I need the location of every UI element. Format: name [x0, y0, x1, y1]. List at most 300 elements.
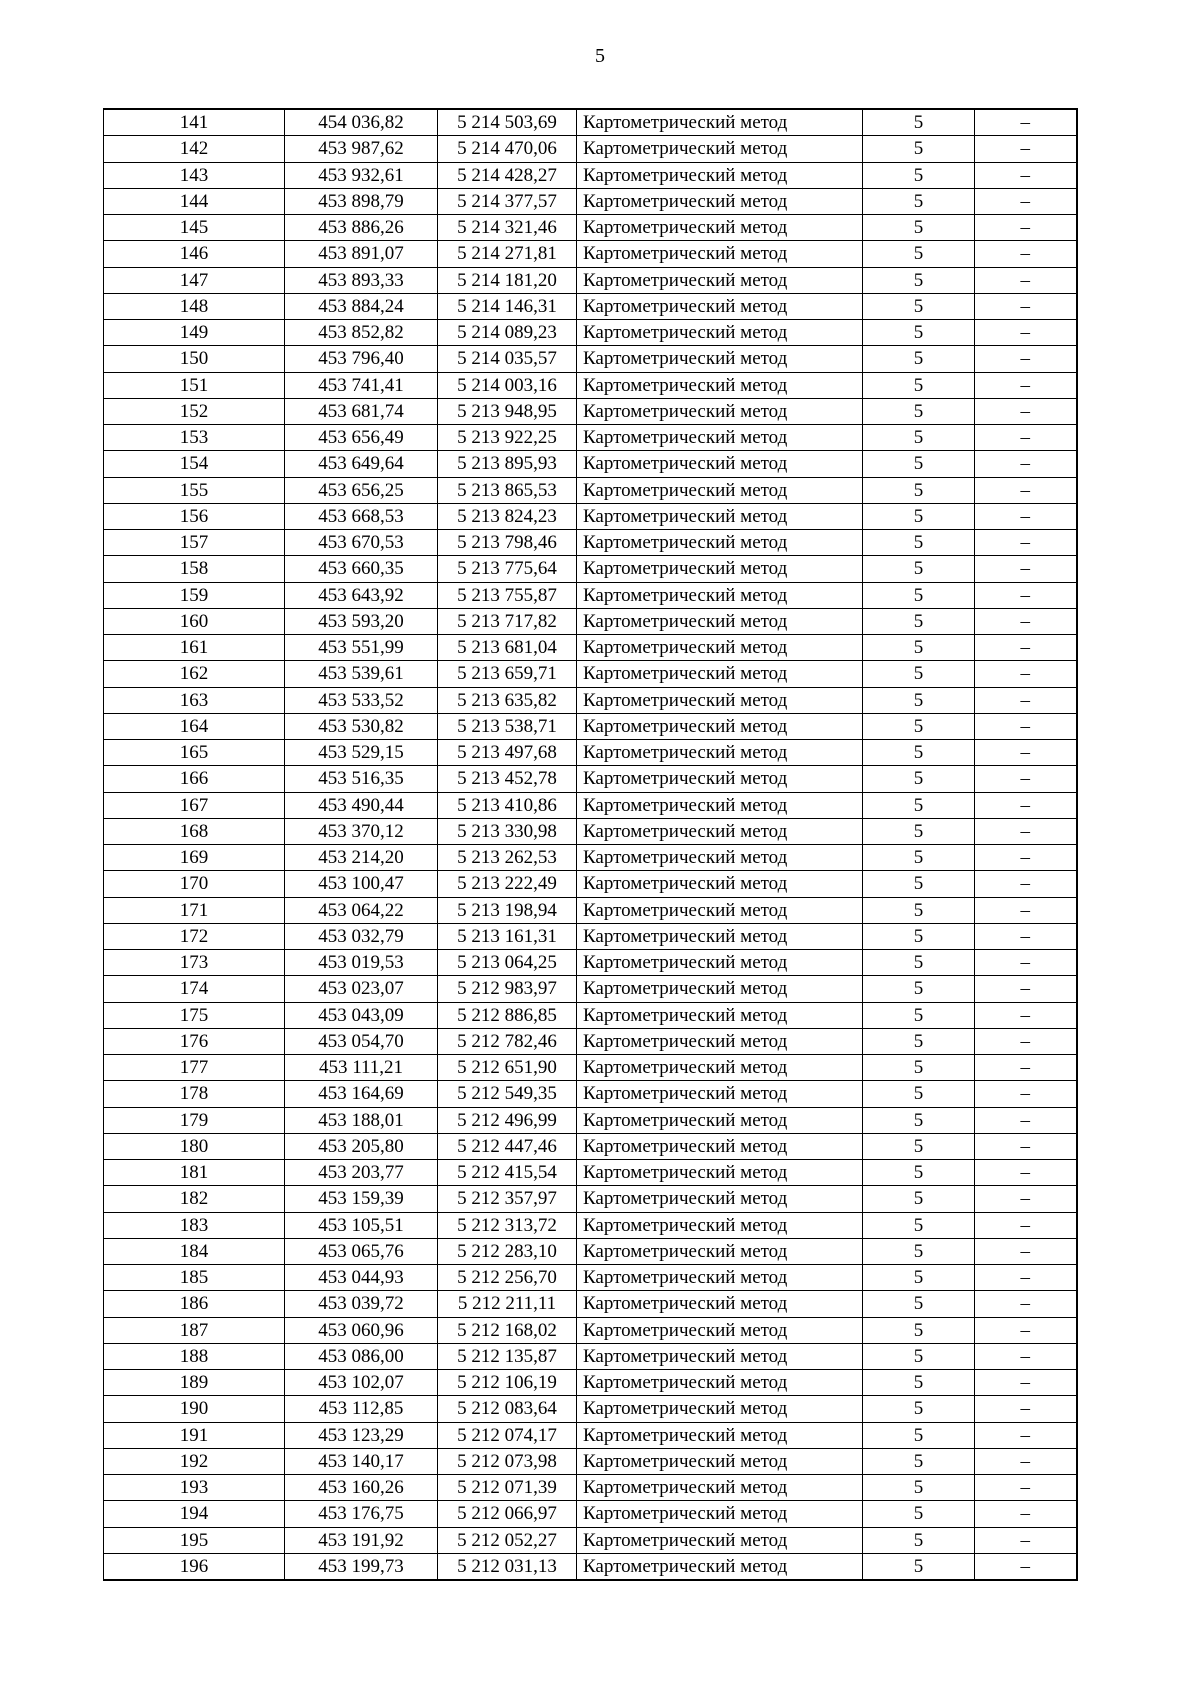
- extra-cell: –: [975, 1501, 1077, 1527]
- point-number-cell: 152: [104, 398, 285, 424]
- method-cell: Картометрический метод: [577, 1553, 863, 1580]
- y-coordinate-cell: 5 212 651,90: [438, 1055, 577, 1081]
- extra-cell: –: [975, 109, 1077, 136]
- table-row: [104, 109, 1077, 136]
- accuracy-cell: 5: [863, 320, 975, 346]
- method-cell: Картометрический метод: [577, 950, 863, 976]
- method-cell: Картометрический метод: [577, 1107, 863, 1133]
- table-row: [104, 1265, 1077, 1291]
- x-coordinate-cell: 453 530,82: [285, 713, 438, 739]
- method-cell: Картометрический метод: [577, 897, 863, 923]
- point-number-cell: 165: [104, 740, 285, 766]
- point-number-cell: 188: [104, 1343, 285, 1369]
- y-coordinate-cell: 5 213 775,64: [438, 556, 577, 582]
- method-cell: Картометрический метод: [577, 687, 863, 713]
- accuracy-cell: 5: [863, 267, 975, 293]
- extra-cell: –: [975, 1527, 1077, 1553]
- x-coordinate-cell: 453 898,79: [285, 188, 438, 214]
- point-number-cell: 179: [104, 1107, 285, 1133]
- y-coordinate-cell: 5 212 071,39: [438, 1475, 577, 1501]
- extra-cell: –: [975, 661, 1077, 687]
- x-coordinate-cell: 453 123,29: [285, 1422, 438, 1448]
- method-cell: Картометрический метод: [577, 792, 863, 818]
- x-coordinate-cell: 453 656,25: [285, 477, 438, 503]
- point-number-cell: 184: [104, 1238, 285, 1264]
- x-coordinate-cell: 453 054,70: [285, 1028, 438, 1054]
- method-cell: Картометрический метод: [577, 1475, 863, 1501]
- extra-cell: –: [975, 267, 1077, 293]
- point-number-cell: 182: [104, 1186, 285, 1212]
- x-coordinate-cell: 453 164,69: [285, 1081, 438, 1107]
- method-cell: Картометрический метод: [577, 1055, 863, 1081]
- table-row: [104, 608, 1077, 634]
- method-cell: Картометрический метод: [577, 425, 863, 451]
- accuracy-cell: 5: [863, 923, 975, 949]
- x-coordinate-cell: 453 539,61: [285, 661, 438, 687]
- x-coordinate-cell: 453 140,17: [285, 1448, 438, 1474]
- table-row: [104, 713, 1077, 739]
- point-number-cell: 155: [104, 477, 285, 503]
- x-coordinate-cell: 453 019,53: [285, 950, 438, 976]
- y-coordinate-cell: 5 213 452,78: [438, 766, 577, 792]
- x-coordinate-cell: 453 060,96: [285, 1317, 438, 1343]
- point-number-cell: 176: [104, 1028, 285, 1054]
- y-coordinate-cell: 5 213 198,94: [438, 897, 577, 923]
- point-number-cell: 166: [104, 766, 285, 792]
- accuracy-cell: 5: [863, 1396, 975, 1422]
- table-row: [104, 1160, 1077, 1186]
- extra-cell: –: [975, 818, 1077, 844]
- point-number-cell: 170: [104, 871, 285, 897]
- method-cell: Картометрический метод: [577, 766, 863, 792]
- point-number-cell: 164: [104, 713, 285, 739]
- method-cell: Картометрический метод: [577, 530, 863, 556]
- accuracy-cell: 5: [863, 845, 975, 871]
- table-row: [104, 1028, 1077, 1054]
- x-coordinate-cell: 453 681,74: [285, 398, 438, 424]
- point-number-cell: 181: [104, 1160, 285, 1186]
- point-number-cell: 174: [104, 976, 285, 1002]
- extra-cell: –: [975, 215, 1077, 241]
- accuracy-cell: 5: [863, 1081, 975, 1107]
- extra-cell: –: [975, 1422, 1077, 1448]
- method-cell: Картометрический метод: [577, 608, 863, 634]
- point-number-cell: 168: [104, 818, 285, 844]
- table-row: [104, 398, 1077, 424]
- method-cell: Картометрический метод: [577, 1448, 863, 1474]
- accuracy-cell: 5: [863, 740, 975, 766]
- extra-cell: –: [975, 582, 1077, 608]
- point-number-cell: 189: [104, 1370, 285, 1396]
- point-number-cell: 149: [104, 320, 285, 346]
- y-coordinate-cell: 5 212 886,85: [438, 1002, 577, 1028]
- table-row: [104, 1317, 1077, 1343]
- table-row: [104, 687, 1077, 713]
- extra-cell: –: [975, 1133, 1077, 1159]
- x-coordinate-cell: 453 668,53: [285, 503, 438, 529]
- table-row: [104, 923, 1077, 949]
- method-cell: Картометрический метод: [577, 818, 863, 844]
- method-cell: Картометрический метод: [577, 582, 863, 608]
- method-cell: Картометрический метод: [577, 871, 863, 897]
- x-coordinate-cell: 453 656,49: [285, 425, 438, 451]
- table-row: [104, 1107, 1077, 1133]
- x-coordinate-cell: 453 086,00: [285, 1343, 438, 1369]
- table-row: [104, 162, 1077, 188]
- method-cell: Картометрический метод: [577, 1317, 863, 1343]
- point-number-cell: 186: [104, 1291, 285, 1317]
- y-coordinate-cell: 5 212 211,11: [438, 1291, 577, 1317]
- x-coordinate-cell: 454 036,82: [285, 109, 438, 136]
- method-cell: Картометрический метод: [577, 215, 863, 241]
- point-number-cell: 153: [104, 425, 285, 451]
- x-coordinate-cell: 453 670,53: [285, 530, 438, 556]
- method-cell: Картометрический метод: [577, 1396, 863, 1422]
- y-coordinate-cell: 5 213 635,82: [438, 687, 577, 713]
- extra-cell: –: [975, 162, 1077, 188]
- point-number-cell: 150: [104, 346, 285, 372]
- x-coordinate-cell: 453 112,85: [285, 1396, 438, 1422]
- table-row: [104, 1186, 1077, 1212]
- extra-cell: –: [975, 1212, 1077, 1238]
- table-row: [104, 976, 1077, 1002]
- y-coordinate-cell: 5 213 717,82: [438, 608, 577, 634]
- table-row: [104, 950, 1077, 976]
- accuracy-cell: 5: [863, 661, 975, 687]
- accuracy-cell: 5: [863, 372, 975, 398]
- table-row: [104, 1370, 1077, 1396]
- table-row: [104, 293, 1077, 319]
- point-number-cell: 161: [104, 635, 285, 661]
- accuracy-cell: 5: [863, 109, 975, 136]
- y-coordinate-cell: 5 213 538,71: [438, 713, 577, 739]
- y-coordinate-cell: 5 212 415,54: [438, 1160, 577, 1186]
- extra-cell: –: [975, 766, 1077, 792]
- table-row: [104, 1448, 1077, 1474]
- method-cell: Картометрический метод: [577, 1291, 863, 1317]
- accuracy-cell: 5: [863, 871, 975, 897]
- method-cell: Картометрический метод: [577, 1002, 863, 1028]
- table-row: [104, 871, 1077, 897]
- extra-cell: –: [975, 188, 1077, 214]
- y-coordinate-cell: 5 213 798,46: [438, 530, 577, 556]
- x-coordinate-cell: 453 199,73: [285, 1553, 438, 1580]
- point-number-cell: 193: [104, 1475, 285, 1501]
- accuracy-cell: 5: [863, 976, 975, 1002]
- accuracy-cell: 5: [863, 1186, 975, 1212]
- table-row: [104, 818, 1077, 844]
- x-coordinate-cell: 453 741,41: [285, 372, 438, 398]
- table-row: [104, 188, 1077, 214]
- extra-cell: –: [975, 1553, 1077, 1580]
- method-cell: Картометрический метод: [577, 1422, 863, 1448]
- table-row: [104, 320, 1077, 346]
- extra-cell: –: [975, 1475, 1077, 1501]
- x-coordinate-cell: 453 660,35: [285, 556, 438, 582]
- table-row: [104, 1527, 1077, 1553]
- accuracy-cell: 5: [863, 1055, 975, 1081]
- point-number-cell: 195: [104, 1527, 285, 1553]
- y-coordinate-cell: 5 212 313,72: [438, 1212, 577, 1238]
- point-number-cell: 154: [104, 451, 285, 477]
- table-row: [104, 1396, 1077, 1422]
- accuracy-cell: 5: [863, 1501, 975, 1527]
- accuracy-cell: 5: [863, 582, 975, 608]
- y-coordinate-cell: 5 214 470,06: [438, 136, 577, 162]
- accuracy-cell: 5: [863, 215, 975, 241]
- x-coordinate-cell: 453 105,51: [285, 1212, 438, 1238]
- x-coordinate-cell: 453 032,79: [285, 923, 438, 949]
- accuracy-cell: 5: [863, 293, 975, 319]
- y-coordinate-cell: 5 212 549,35: [438, 1081, 577, 1107]
- x-coordinate-cell: 453 529,15: [285, 740, 438, 766]
- y-coordinate-cell: 5 213 681,04: [438, 635, 577, 661]
- method-cell: Картометрический метод: [577, 635, 863, 661]
- y-coordinate-cell: 5 214 271,81: [438, 241, 577, 267]
- y-coordinate-cell: 5 214 321,46: [438, 215, 577, 241]
- method-cell: Картометрический метод: [577, 976, 863, 1002]
- y-coordinate-cell: 5 213 222,49: [438, 871, 577, 897]
- method-cell: Картометрический метод: [577, 713, 863, 739]
- accuracy-cell: 5: [863, 1291, 975, 1317]
- accuracy-cell: 5: [863, 1028, 975, 1054]
- y-coordinate-cell: 5 212 066,97: [438, 1501, 577, 1527]
- point-number-cell: 144: [104, 188, 285, 214]
- accuracy-cell: 5: [863, 1553, 975, 1580]
- extra-cell: –: [975, 871, 1077, 897]
- y-coordinate-cell: 5 214 146,31: [438, 293, 577, 319]
- x-coordinate-cell: 453 100,47: [285, 871, 438, 897]
- table-row: [104, 267, 1077, 293]
- table-row: [104, 661, 1077, 687]
- method-cell: Картометрический метод: [577, 346, 863, 372]
- x-coordinate-cell: 453 205,80: [285, 1133, 438, 1159]
- extra-cell: –: [975, 1343, 1077, 1369]
- point-number-cell: 173: [104, 950, 285, 976]
- x-coordinate-cell: 453 043,09: [285, 1002, 438, 1028]
- table-row: [104, 792, 1077, 818]
- point-number-cell: 148: [104, 293, 285, 319]
- extra-cell: –: [975, 1238, 1077, 1264]
- table-row: [104, 1133, 1077, 1159]
- table-row: [104, 530, 1077, 556]
- method-cell: Картометрический метод: [577, 661, 863, 687]
- table-row: [104, 740, 1077, 766]
- extra-cell: –: [975, 608, 1077, 634]
- method-cell: Картометрический метод: [577, 267, 863, 293]
- extra-cell: –: [975, 1317, 1077, 1343]
- method-cell: Картометрический метод: [577, 136, 863, 162]
- x-coordinate-cell: 453 884,24: [285, 293, 438, 319]
- extra-cell: –: [975, 1291, 1077, 1317]
- accuracy-cell: 5: [863, 451, 975, 477]
- point-number-cell: 187: [104, 1317, 285, 1343]
- accuracy-cell: 5: [863, 477, 975, 503]
- accuracy-cell: 5: [863, 1475, 975, 1501]
- accuracy-cell: 5: [863, 897, 975, 923]
- x-coordinate-cell: 453 370,12: [285, 818, 438, 844]
- point-number-cell: 167: [104, 792, 285, 818]
- extra-cell: –: [975, 635, 1077, 661]
- accuracy-cell: 5: [863, 1238, 975, 1264]
- method-cell: Картометрический метод: [577, 372, 863, 398]
- accuracy-cell: 5: [863, 162, 975, 188]
- accuracy-cell: 5: [863, 136, 975, 162]
- method-cell: Картометрический метод: [577, 1501, 863, 1527]
- extra-cell: –: [975, 320, 1077, 346]
- method-cell: Картометрический метод: [577, 923, 863, 949]
- method-cell: Картометрический метод: [577, 1370, 863, 1396]
- method-cell: Картометрический метод: [577, 320, 863, 346]
- method-cell: Картометрический метод: [577, 1186, 863, 1212]
- table-row: [104, 1475, 1077, 1501]
- extra-cell: –: [975, 845, 1077, 871]
- x-coordinate-cell: 453 891,07: [285, 241, 438, 267]
- x-coordinate-cell: 453 214,20: [285, 845, 438, 871]
- extra-cell: –: [975, 740, 1077, 766]
- method-cell: Картометрический метод: [577, 845, 863, 871]
- extra-cell: –: [975, 451, 1077, 477]
- method-cell: Картометрический метод: [577, 188, 863, 214]
- extra-cell: –: [975, 687, 1077, 713]
- table-row: [104, 215, 1077, 241]
- extra-cell: –: [975, 398, 1077, 424]
- point-number-cell: 178: [104, 1081, 285, 1107]
- x-coordinate-cell: 453 203,77: [285, 1160, 438, 1186]
- point-number-cell: 142: [104, 136, 285, 162]
- point-number-cell: 190: [104, 1396, 285, 1422]
- method-cell: Картометрический метод: [577, 162, 863, 188]
- point-number-cell: 160: [104, 608, 285, 634]
- point-number-cell: 175: [104, 1002, 285, 1028]
- extra-cell: –: [975, 477, 1077, 503]
- y-coordinate-cell: 5 212 283,10: [438, 1238, 577, 1264]
- point-number-cell: 196: [104, 1553, 285, 1580]
- x-coordinate-cell: 453 044,93: [285, 1265, 438, 1291]
- table-row: [104, 845, 1077, 871]
- point-number-cell: 191: [104, 1422, 285, 1448]
- y-coordinate-cell: 5 213 824,23: [438, 503, 577, 529]
- table-row: [104, 1081, 1077, 1107]
- method-cell: Картометрический метод: [577, 1212, 863, 1238]
- x-coordinate-cell: 453 160,26: [285, 1475, 438, 1501]
- y-coordinate-cell: 5 213 755,87: [438, 582, 577, 608]
- point-number-cell: 145: [104, 215, 285, 241]
- x-coordinate-cell: 453 159,39: [285, 1186, 438, 1212]
- extra-cell: –: [975, 1186, 1077, 1212]
- x-coordinate-cell: 453 188,01: [285, 1107, 438, 1133]
- x-coordinate-cell: 453 987,62: [285, 136, 438, 162]
- method-cell: Картометрический метод: [577, 1527, 863, 1553]
- table-row: [104, 582, 1077, 608]
- table-row: [104, 451, 1077, 477]
- table-row: [104, 346, 1077, 372]
- accuracy-cell: 5: [863, 241, 975, 267]
- y-coordinate-cell: 5 212 135,87: [438, 1343, 577, 1369]
- method-cell: Картометрический метод: [577, 740, 863, 766]
- accuracy-cell: 5: [863, 398, 975, 424]
- accuracy-cell: 5: [863, 1422, 975, 1448]
- method-cell: Картометрический метод: [577, 477, 863, 503]
- table-row: [104, 1501, 1077, 1527]
- point-number-cell: 159: [104, 582, 285, 608]
- y-coordinate-cell: 5 213 922,25: [438, 425, 577, 451]
- point-number-cell: 141: [104, 109, 285, 136]
- y-coordinate-cell: 5 212 083,64: [438, 1396, 577, 1422]
- x-coordinate-cell: 453 111,21: [285, 1055, 438, 1081]
- extra-cell: –: [975, 1107, 1077, 1133]
- extra-cell: –: [975, 976, 1077, 1002]
- extra-cell: –: [975, 1265, 1077, 1291]
- method-cell: Картометрический метод: [577, 1238, 863, 1264]
- table-row: [104, 1422, 1077, 1448]
- method-cell: Картометрический метод: [577, 1160, 863, 1186]
- x-coordinate-cell: 453 490,44: [285, 792, 438, 818]
- accuracy-cell: 5: [863, 425, 975, 451]
- extra-cell: –: [975, 503, 1077, 529]
- accuracy-cell: 5: [863, 635, 975, 661]
- accuracy-cell: 5: [863, 530, 975, 556]
- extra-cell: –: [975, 530, 1077, 556]
- method-cell: Картометрический метод: [577, 293, 863, 319]
- y-coordinate-cell: 5 214 428,27: [438, 162, 577, 188]
- accuracy-cell: 5: [863, 713, 975, 739]
- extra-cell: –: [975, 346, 1077, 372]
- y-coordinate-cell: 5 213 948,95: [438, 398, 577, 424]
- x-coordinate-cell: 453 533,52: [285, 687, 438, 713]
- accuracy-cell: 5: [863, 1343, 975, 1369]
- extra-cell: –: [975, 923, 1077, 949]
- y-coordinate-cell: 5 213 895,93: [438, 451, 577, 477]
- method-cell: Картометрический метод: [577, 556, 863, 582]
- table-row: [104, 1002, 1077, 1028]
- y-coordinate-cell: 5 212 031,13: [438, 1553, 577, 1580]
- table-row: [104, 1055, 1077, 1081]
- accuracy-cell: 5: [863, 1317, 975, 1343]
- y-coordinate-cell: 5 212 447,46: [438, 1133, 577, 1159]
- accuracy-cell: 5: [863, 346, 975, 372]
- table-row: [104, 425, 1077, 451]
- y-coordinate-cell: 5 213 865,53: [438, 477, 577, 503]
- x-coordinate-cell: 453 893,33: [285, 267, 438, 293]
- point-number-cell: 194: [104, 1501, 285, 1527]
- y-coordinate-cell: 5 213 410,86: [438, 792, 577, 818]
- x-coordinate-cell: 453 102,07: [285, 1370, 438, 1396]
- x-coordinate-cell: 453 852,82: [285, 320, 438, 346]
- method-cell: Картометрический метод: [577, 241, 863, 267]
- x-coordinate-cell: 453 593,20: [285, 608, 438, 634]
- point-number-cell: 171: [104, 897, 285, 923]
- point-number-cell: 151: [104, 372, 285, 398]
- point-number-cell: 143: [104, 162, 285, 188]
- table-row: [104, 241, 1077, 267]
- y-coordinate-cell: 5 212 073,98: [438, 1448, 577, 1474]
- y-coordinate-cell: 5 214 181,20: [438, 267, 577, 293]
- method-cell: Картометрический метод: [577, 1343, 863, 1369]
- accuracy-cell: 5: [863, 1212, 975, 1238]
- extra-cell: –: [975, 950, 1077, 976]
- coordinates-table-body: [104, 109, 1077, 1580]
- table-row: [104, 1553, 1077, 1580]
- table-row: [104, 136, 1077, 162]
- accuracy-cell: 5: [863, 766, 975, 792]
- y-coordinate-cell: 5 212 357,97: [438, 1186, 577, 1212]
- y-coordinate-cell: 5 213 659,71: [438, 661, 577, 687]
- x-coordinate-cell: 453 039,72: [285, 1291, 438, 1317]
- coordinates-table: [103, 108, 1078, 1581]
- y-coordinate-cell: 5 212 052,27: [438, 1527, 577, 1553]
- x-coordinate-cell: 453 796,40: [285, 346, 438, 372]
